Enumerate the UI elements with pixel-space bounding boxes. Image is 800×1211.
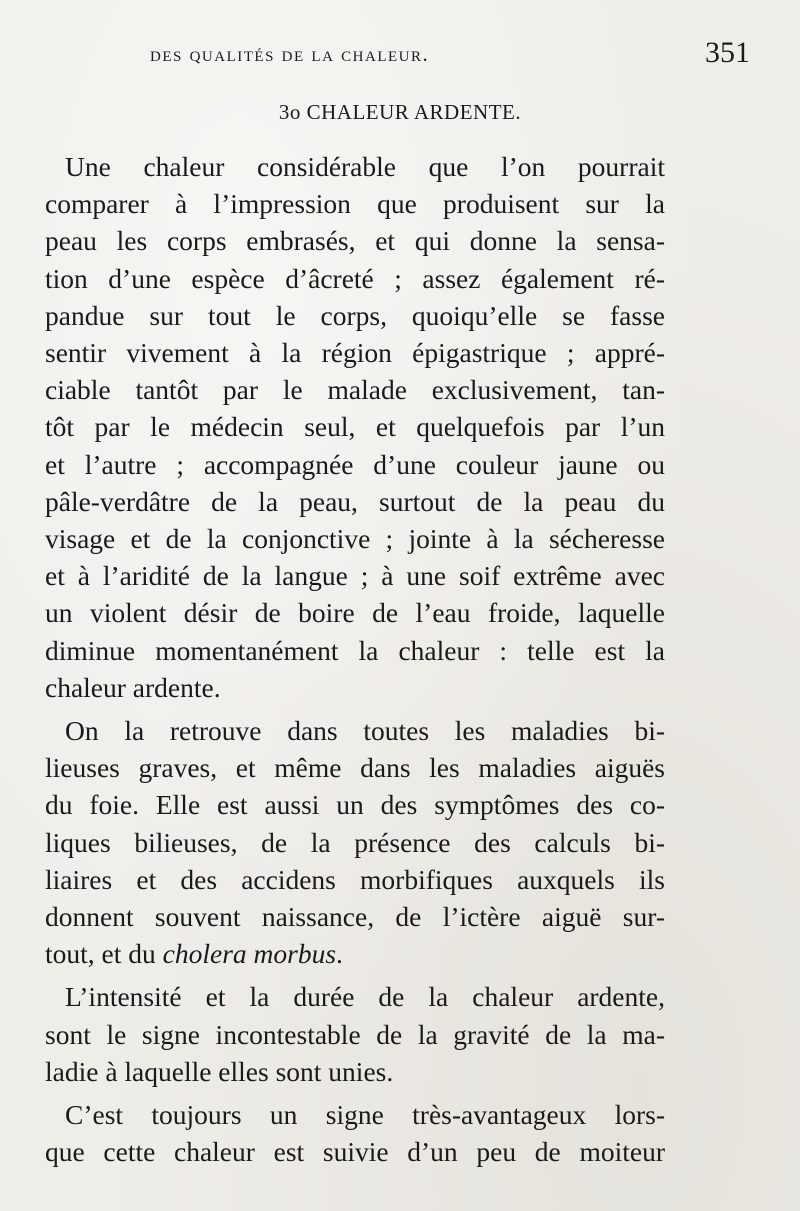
- text-line: Une chaleur considérable que l’on pourrait: [65, 151, 665, 182]
- text-line: pâle-verdâtre de la peau, surtout de la peau du: [45, 485, 665, 517]
- running-head: des qualités de la chaleur.: [150, 42, 430, 66]
- text-line: peau les corps embrasés, et qui donne la sensa-: [45, 225, 665, 257]
- section-title: 3o CHALEUR ARDENTE.: [278, 100, 522, 124]
- text-line: On la retrouve dans toutes les maladies bi-: [65, 715, 665, 747]
- text-line: donnent souvent naissance, de l’ictère aiguë sur-: [45, 901, 665, 933]
- page-number: 351: [705, 36, 750, 69]
- text-line: du foie. Elle est aussi un des symptômes des co-: [45, 789, 665, 821]
- paragraph-4: [45, 1096, 665, 1170]
- paragraph-2: [45, 712, 665, 972]
- text-line: liaires et des accidens morbifiques auxquels ils: [45, 863, 665, 895]
- text-line: un violent désir de boire de l’eau froide, laquelle: [45, 597, 665, 629]
- text-line: et à l’aridité de la langue ; à une soif extrême avec: [45, 560, 665, 592]
- text-line: L’intensité et la durée de la chaleur ardente,: [65, 981, 665, 1013]
- text-line: sont le signe incontestable de la gravité de la ma-: [45, 1018, 665, 1050]
- text-fragment: tout, et du: [45, 938, 156, 970]
- text-line: tion d’une espèce d’âcreté ; assez également ré-: [45, 262, 665, 294]
- text-line: liques bilieuses, de la présence des calculs bi-: [45, 826, 665, 858]
- text-line: diminue momentanément la chaleur : telle est la: [45, 634, 665, 666]
- text-line: pandue sur tout le corps, quoiqu’elle se fasse: [45, 299, 665, 331]
- text-line: C’est toujours un signe très-avantageux lors-: [65, 1099, 665, 1131]
- italic-term: cholera morbus: [162, 938, 337, 970]
- text-line: ladie à laquelle elles sont unies.: [45, 1055, 394, 1087]
- paragraph-3: [45, 978, 665, 1090]
- text-line: et l’autre ; accompagnée d’une couleur jaune ou: [45, 448, 665, 480]
- text-line: visage et de la conjonctive ; jointe à la sécheresse: [45, 523, 665, 555]
- text-line: chaleur ardente.: [45, 671, 221, 703]
- punctuation: .: [336, 938, 343, 970]
- text-line: ciable tantôt par le malade exclusivement, tan-: [45, 374, 665, 406]
- text-line: sentir vivement à la région épigastrique ; appré-: [45, 337, 665, 369]
- paragraph-1: [45, 148, 665, 706]
- text-line: que cette chaleur est suivie d’un peu de moiteur: [45, 1136, 665, 1168]
- text-line: tôt par le médecin seul, et quelquefois par l’un: [45, 411, 665, 443]
- page-header: [150, 36, 750, 76]
- body-text: [45, 148, 665, 1176]
- text-line: comparer à l’impression que produisent sur la: [45, 188, 665, 220]
- text-line: lieuses graves, et même dans les maladies aiguës: [45, 752, 665, 784]
- text-line: [45, 935, 665, 972]
